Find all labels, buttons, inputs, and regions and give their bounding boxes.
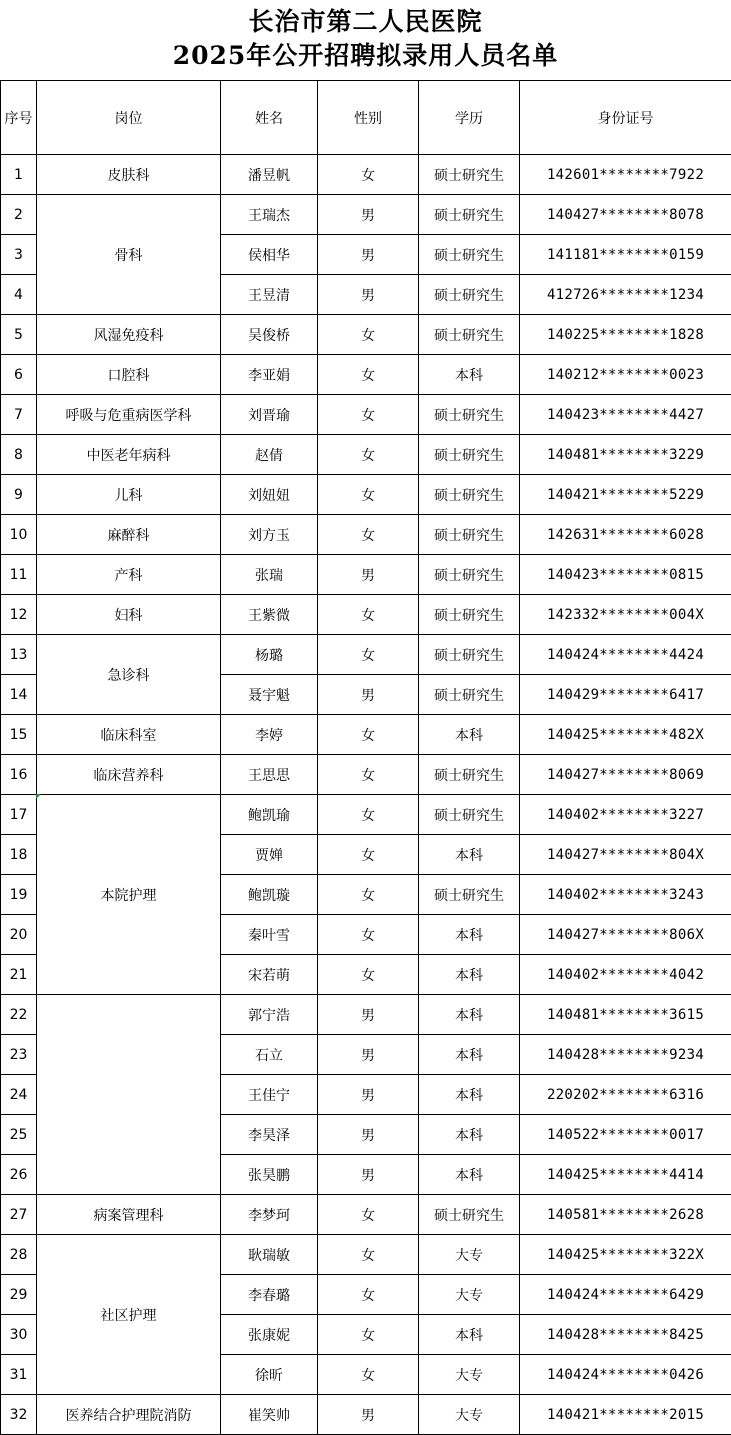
row-name: 杨璐 <box>221 635 318 675</box>
row-id: 140522********0017 <box>520 1115 731 1155</box>
table-row <box>1 995 731 1035</box>
row-education: 本科 <box>419 915 520 955</box>
row-index: 26 <box>1 1155 37 1195</box>
row-name: 赵倩 <box>221 435 318 475</box>
table-row <box>1 595 731 635</box>
table-row <box>1 555 731 595</box>
row-id: 140225********1828 <box>520 315 731 355</box>
row-gender: 女 <box>318 1315 419 1355</box>
row-name: 贾婵 <box>221 835 318 875</box>
recruitment-table <box>0 80 731 1435</box>
row-name: 吴俊桥 <box>221 315 318 355</box>
row-education: 硕士研究生 <box>419 515 520 555</box>
cell-comment-marker-icon <box>36 794 41 799</box>
row-gender: 男 <box>318 1075 419 1115</box>
row-gender: 女 <box>318 715 419 755</box>
row-name: 李昊泽 <box>221 1115 318 1155</box>
row-education: 大专 <box>419 1275 520 1315</box>
row-index: 24 <box>1 1075 37 1115</box>
row-name: 李春璐 <box>221 1275 318 1315</box>
table-row <box>1 755 731 795</box>
header-gender: 性别 <box>318 81 419 155</box>
row-index: 15 <box>1 715 37 755</box>
row-gender: 女 <box>318 1275 419 1315</box>
row-id: 140425********322X <box>520 1235 731 1275</box>
row-index: 5 <box>1 315 37 355</box>
row-education: 硕士研究生 <box>419 195 520 235</box>
header-index: 序号 <box>1 81 37 155</box>
row-education: 硕士研究生 <box>419 315 520 355</box>
row-index: 11 <box>1 555 37 595</box>
row-post: 临床科室 <box>37 715 221 755</box>
table-row <box>1 635 731 675</box>
row-name: 聂宇魁 <box>221 675 318 715</box>
row-id: 140428********9234 <box>520 1035 731 1075</box>
row-name: 王佳宁 <box>221 1075 318 1115</box>
row-education: 硕士研究生 <box>419 435 520 475</box>
row-education: 硕士研究生 <box>419 235 520 275</box>
table-row <box>1 195 731 235</box>
row-education: 本科 <box>419 1035 520 1075</box>
row-name: 刘晋瑜 <box>221 395 318 435</box>
row-education: 本科 <box>419 1075 520 1115</box>
table-body <box>1 155 731 1435</box>
row-index: 20 <box>1 915 37 955</box>
row-gender: 男 <box>318 1155 419 1195</box>
table-row <box>1 395 731 435</box>
row-gender: 女 <box>318 1195 419 1235</box>
row-index: 29 <box>1 1275 37 1315</box>
row-education: 硕士研究生 <box>419 595 520 635</box>
row-index: 9 <box>1 475 37 515</box>
row-id: 140428********8425 <box>520 1315 731 1355</box>
row-gender: 女 <box>318 595 419 635</box>
row-post: 临床营养科 <box>37 755 221 795</box>
row-name: 王思思 <box>221 755 318 795</box>
row-name: 鲍凯瑜 <box>221 795 318 835</box>
row-index: 16 <box>1 755 37 795</box>
row-index: 3 <box>1 235 37 275</box>
row-id: 220202********6316 <box>520 1075 731 1115</box>
row-id: 140421********5229 <box>520 475 731 515</box>
title-block <box>0 0 731 80</box>
row-gender: 女 <box>318 1355 419 1395</box>
list-title: 2025年公开招聘拟录用人员名单 <box>172 41 559 70</box>
row-education: 本科 <box>419 355 520 395</box>
header-name: 姓名 <box>221 81 318 155</box>
row-index: 2 <box>1 195 37 235</box>
row-post: 麻醉科 <box>37 515 221 555</box>
row-id: 140212********0023 <box>520 355 731 395</box>
row-id: 140425********482X <box>520 715 731 755</box>
row-gender: 男 <box>318 1115 419 1155</box>
row-gender: 男 <box>318 1035 419 1075</box>
row-id: 140581********2628 <box>520 1195 731 1235</box>
row-gender: 女 <box>318 355 419 395</box>
row-name: 侯相华 <box>221 235 318 275</box>
row-post: 呼吸与危重病医学科 <box>37 395 221 435</box>
row-education: 大专 <box>419 1395 520 1435</box>
row-education: 硕士研究生 <box>419 475 520 515</box>
row-name: 李亚娟 <box>221 355 318 395</box>
table-row <box>1 355 731 395</box>
row-name: 王紫微 <box>221 595 318 635</box>
row-name: 张昊鹏 <box>221 1155 318 1195</box>
row-id: 140427********8078 <box>520 195 731 235</box>
row-index: 18 <box>1 835 37 875</box>
row-index: 25 <box>1 1115 37 1155</box>
row-index: 6 <box>1 355 37 395</box>
row-gender: 男 <box>318 675 419 715</box>
row-index: 21 <box>1 955 37 995</box>
row-index: 27 <box>1 1195 37 1235</box>
row-index: 8 <box>1 435 37 475</box>
row-index: 23 <box>1 1035 37 1075</box>
row-gender: 女 <box>318 395 419 435</box>
row-name: 李婷 <box>221 715 318 755</box>
row-post: 本院护理 <box>37 795 221 995</box>
row-id: 140402********4042 <box>520 955 731 995</box>
row-post: 产科 <box>37 555 221 595</box>
row-index: 7 <box>1 395 37 435</box>
row-id: 142332********004X <box>520 595 731 635</box>
row-gender: 男 <box>318 555 419 595</box>
row-name: 崔笑帅 <box>221 1395 318 1435</box>
row-index: 1 <box>1 155 37 195</box>
row-post: 妇科 <box>37 595 221 635</box>
row-education: 硕士研究生 <box>419 555 520 595</box>
row-name: 张康妮 <box>221 1315 318 1355</box>
row-gender: 女 <box>318 315 419 355</box>
row-post: 病案管理科 <box>37 1195 221 1235</box>
hospital-title: 长治市第二人民医院 <box>248 7 483 36</box>
row-index: 31 <box>1 1355 37 1395</box>
row-id: 140402********3227 <box>520 795 731 835</box>
row-gender: 女 <box>318 635 419 675</box>
header-post: 岗位 <box>37 81 221 155</box>
row-education: 硕士研究生 <box>419 755 520 795</box>
row-id: 140425********4414 <box>520 1155 731 1195</box>
row-post: 社区护理 <box>37 1235 221 1395</box>
table-row <box>1 315 731 355</box>
row-gender: 女 <box>318 795 419 835</box>
row-id: 140429********6417 <box>520 675 731 715</box>
row-post: 口腔科 <box>37 355 221 395</box>
row-education: 大专 <box>419 1235 520 1275</box>
row-name: 郭宁浩 <box>221 995 318 1035</box>
row-name: 石立 <box>221 1035 318 1075</box>
row-id: 140423********0815 <box>520 555 731 595</box>
row-education: 硕士研究生 <box>419 155 520 195</box>
row-gender: 女 <box>318 1235 419 1275</box>
table-row <box>1 435 731 475</box>
row-gender: 女 <box>318 955 419 995</box>
row-education: 本科 <box>419 955 520 995</box>
row-gender: 女 <box>318 835 419 875</box>
row-education: 本科 <box>419 1115 520 1155</box>
row-gender: 女 <box>318 915 419 955</box>
row-education: 大专 <box>419 1355 520 1395</box>
header-education: 学历 <box>419 81 520 155</box>
row-name: 王瑞杰 <box>221 195 318 235</box>
row-id: 140427********8069 <box>520 755 731 795</box>
row-education: 硕士研究生 <box>419 875 520 915</box>
row-name: 刘方玉 <box>221 515 318 555</box>
row-index: 13 <box>1 635 37 675</box>
row-gender: 男 <box>318 235 419 275</box>
row-post: 中医老年病科 <box>37 435 221 475</box>
row-id: 140424********6429 <box>520 1275 731 1315</box>
row-gender: 女 <box>318 155 419 195</box>
row-id: 140481********3615 <box>520 995 731 1035</box>
row-post: 医养结合护理院消防 <box>37 1395 221 1435</box>
row-name: 李梦珂 <box>221 1195 318 1235</box>
table-row <box>1 1195 731 1235</box>
row-gender: 女 <box>318 755 419 795</box>
row-index: 17 <box>1 795 37 835</box>
row-education: 硕士研究生 <box>419 635 520 675</box>
table-row <box>1 1235 731 1275</box>
row-post <box>37 995 221 1195</box>
row-education: 硕士研究生 <box>419 675 520 715</box>
row-education: 本科 <box>419 1315 520 1355</box>
header-row <box>1 81 731 155</box>
row-id: 140427********804X <box>520 835 731 875</box>
row-education: 硕士研究生 <box>419 275 520 315</box>
row-name: 王昱清 <box>221 275 318 315</box>
row-gender: 男 <box>318 275 419 315</box>
row-id: 140424********4424 <box>520 635 731 675</box>
row-education: 硕士研究生 <box>419 395 520 435</box>
row-education: 本科 <box>419 715 520 755</box>
row-name: 徐昕 <box>221 1355 318 1395</box>
row-id: 140427********806X <box>520 915 731 955</box>
table-row <box>1 475 731 515</box>
row-id: 140423********4427 <box>520 395 731 435</box>
row-id: 142601********7922 <box>520 155 731 195</box>
row-id: 141181********0159 <box>520 235 731 275</box>
table-row <box>1 715 731 755</box>
row-gender: 男 <box>318 195 419 235</box>
table-row <box>1 515 731 555</box>
row-gender: 男 <box>318 1395 419 1435</box>
row-index: 4 <box>1 275 37 315</box>
row-index: 32 <box>1 1395 37 1435</box>
row-id: 140421********2015 <box>520 1395 731 1435</box>
row-name: 刘妞妞 <box>221 475 318 515</box>
row-index: 12 <box>1 595 37 635</box>
row-post: 骨科 <box>37 195 221 315</box>
row-id: 140424********0426 <box>520 1355 731 1395</box>
row-id: 140481********3229 <box>520 435 731 475</box>
row-index: 28 <box>1 1235 37 1275</box>
row-name: 张瑞 <box>221 555 318 595</box>
table-row <box>1 1395 731 1435</box>
row-education: 硕士研究生 <box>419 1195 520 1235</box>
row-name: 潘昱帆 <box>221 155 318 195</box>
row-index: 22 <box>1 995 37 1035</box>
row-id: 412726********1234 <box>520 275 731 315</box>
row-index: 19 <box>1 875 37 915</box>
row-education: 硕士研究生 <box>419 795 520 835</box>
row-post: 皮肤科 <box>37 155 221 195</box>
row-education: 本科 <box>419 835 520 875</box>
row-id: 140402********3243 <box>520 875 731 915</box>
row-gender: 女 <box>318 875 419 915</box>
row-gender: 男 <box>318 995 419 1035</box>
row-index: 30 <box>1 1315 37 1355</box>
row-index: 10 <box>1 515 37 555</box>
row-post: 风湿免疫科 <box>37 315 221 355</box>
table-row <box>1 795 731 835</box>
row-name: 鲍凯璇 <box>221 875 318 915</box>
row-gender: 女 <box>318 475 419 515</box>
row-gender: 女 <box>318 435 419 475</box>
row-gender: 女 <box>318 515 419 555</box>
row-education: 本科 <box>419 995 520 1035</box>
row-name: 耿瑞敏 <box>221 1235 318 1275</box>
row-education: 本科 <box>419 1155 520 1195</box>
row-name: 秦叶雪 <box>221 915 318 955</box>
row-post: 儿科 <box>37 475 221 515</box>
row-name: 宋若萌 <box>221 955 318 995</box>
row-id: 142631********6028 <box>520 515 731 555</box>
header-id: 身份证号 <box>520 81 731 155</box>
row-index: 14 <box>1 675 37 715</box>
table-row <box>1 155 731 195</box>
row-post: 急诊科 <box>37 635 221 715</box>
